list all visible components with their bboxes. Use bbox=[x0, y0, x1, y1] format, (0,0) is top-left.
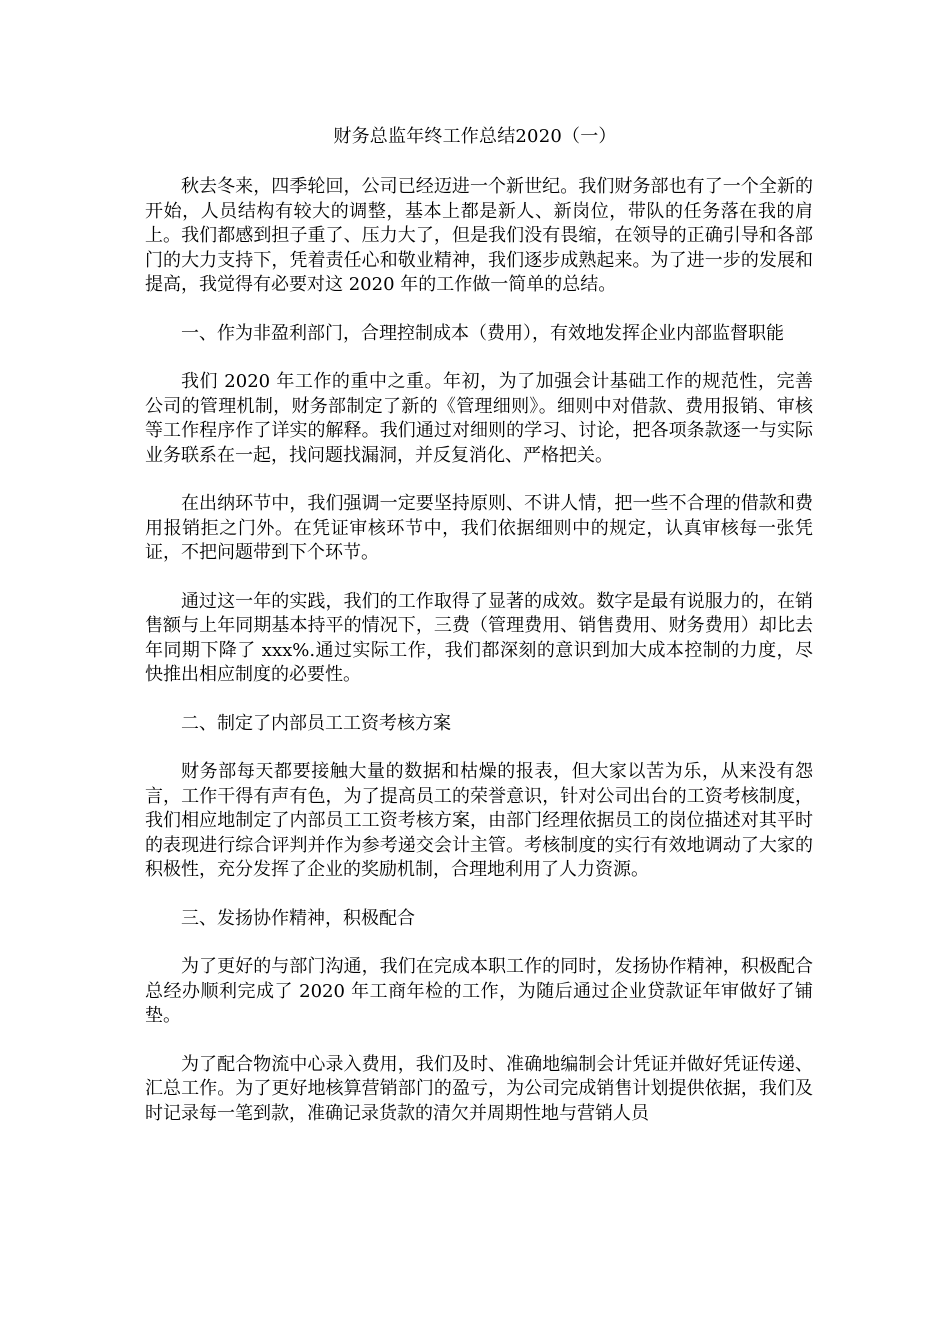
paragraph: 通过这一年的实践，我们的工作取得了显著的成效。数字是最有说服力的，在销售额与上年同期基本持平的情况下，三费（管理费用、销售费用、财务费用）却比去年同期下降了 xxx%.通过实际工作，我们都深刻的意识到加大成本控制的力度，尽快推出相应制度的必要性。 bbox=[145, 590, 813, 685]
paragraph: 为了配合物流中心录入费用，我们及时、准确地编制会计凭证并做好凭证传递、汇总工作。为了更好地核算营销部门的盈亏，为公司完成销售计划提供依据，我们及时记录每一笔到款，准确记录货款的清欠并周期性地与营销人员 bbox=[145, 1053, 813, 1124]
paragraph: 财务部每天都要接触大量的数据和枯燥的报表，但大家以苦为乐，从来没有怨言，工作干得有声有色，为了提高员工的荣誉意识，针对公司出台的工资考核制度，我们相应地制定了内部员工工资考核方案，由部门经理依据员工的岗位描述对其平时的表现进行综合评判并作为参考递交会计主管。考核制度的实行有效地调动了大家的积极性，充分发挥了企业的奖励机制，合理地利用了人力资源。 bbox=[145, 761, 813, 880]
section-heading-3: 三、发扬协作精神，积极配合 bbox=[181, 907, 415, 929]
paragraph: 在出纳环节中，我们强调一定要坚持原则、不讲人情，把一些不合理的借款和费用报销拒之门外。在凭证审核环节中，我们依据细则中的规定，认真审核每一张凭证，不把问题带到下个环节。 bbox=[145, 493, 813, 563]
section-heading-1: 一、作为非盈利部门，合理控制成本（费用），有效地发挥企业内部监督职能 bbox=[181, 322, 784, 344]
document-title: 财务总监年终工作总结2020（一） bbox=[333, 126, 617, 147]
paragraph: 为了更好的与部门沟通，我们在完成本职工作的同时，发扬协作精神，积极配合总经办顺利完成了 2020 年工商年检的工作，为随后通过企业贷款证年审做好了铺垫。 bbox=[145, 956, 813, 1026]
section-heading-2: 二、制定了内部员工工资考核方案 bbox=[181, 712, 451, 734]
paragraph: 我们 2020 年工作的重中之重。年初，为了加强会计基础工作的规范性，完善公司的管理机制，财务部制定了新的《管理细则》。细则中对借款、费用报销、审核等工作程序作了详实的解释。我们通过对细则的学习、讨论，把各项条款逐一与实际业务联系在一起，找问题找漏洞，并反复消化、严格把关。 bbox=[145, 371, 813, 466]
paragraph-intro: 秋去冬来，四季轮回，公司已经迈进一个新世纪。我们财务部也有了一个全新的开始，人员结构有较大的调整，基本上都是新人、新岗位，带队的任务落在我的肩上。我们都感到担子重了、压力大了，但是我们没有畏缩，在领导的正确引导和各部门的大力支持下，凭着责任心和敬业精神，我们逐步成熟起来。为了进一步的发展和提高，我觉得有必要对这 2020 年的工作做一简单的总结。 bbox=[145, 176, 813, 295]
document-body bbox=[145, 175, 813, 1150]
